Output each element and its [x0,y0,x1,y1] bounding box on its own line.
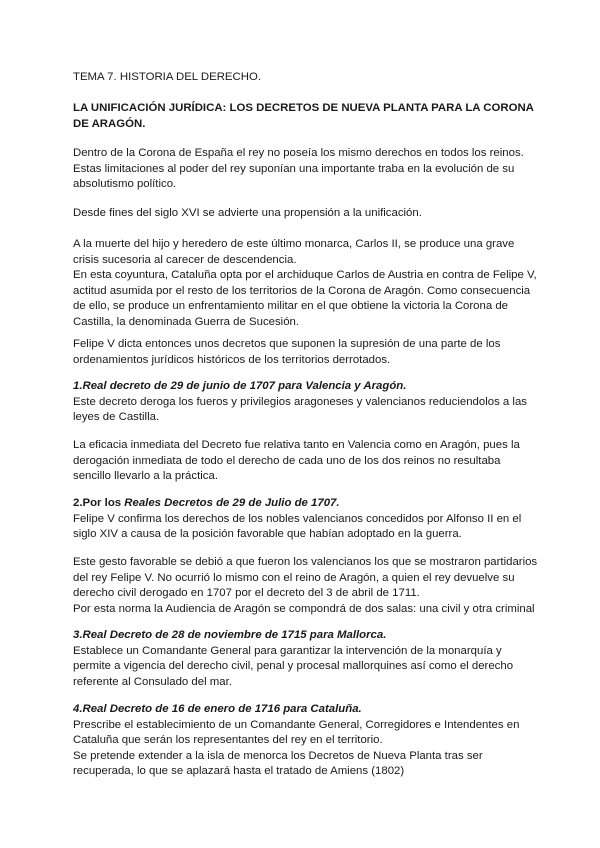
section-2 [73,496,533,543]
text-line: referente al Consulado del mar. [73,675,232,688]
text-line: sencillo llevarlo a la práctica. [73,470,218,483]
text-line: del rey Felipe V. No ocurrió lo mismo con el reino de Aragón, a quien el rey devuelve su [73,571,515,584]
text-line: Este gesto favorable se debió a que fueron los valencianos los que se mostraron partidarios [73,556,538,568]
intro-paragraph-2 [73,206,533,222]
title-line: DE ARAGÓN. [73,117,146,130]
text-line: ordenamientos jurídicos históricos de los territorios derrotados. [73,353,391,366]
document-topic [73,70,533,86]
section-2-heading-prefix: 2.Por los [73,497,125,509]
text-line: Castilla, la denominada Guerra de Sucesión. [73,315,300,328]
section-4 [73,702,533,780]
section-2-heading-rest: Reales Decretos de 29 de Julio de 1707. [124,497,340,509]
text-line: de ello, se produce un enfrentamiento militar en el que obtiene la victoria la Corona de [73,300,509,313]
text-line: absolutismo político. [73,178,177,191]
text-line: recuperada, lo que se aplazará hasta el tratado de Amiens (1802) [73,765,405,778]
text-line: Establece un Comandante General para garantizar la intervención de la monarquía y [73,644,502,657]
section-1 [73,379,533,426]
section-1-paragraph-2 [73,438,533,485]
text-line: Se pretende extender a la isla de menorca los Decretos de Nueva Planta tras ser [73,749,483,762]
text-line: Dentro de la Corona de España el rey no poseía los mismo derechos en todos los reinos. [73,147,524,159]
text-line: permite a vigencia del derecho civil, penal y procesal mallorquines así como el derecho [73,660,514,673]
text-line: Este decreto deroga los fueros y privilegios aragoneses y valencianos reduciendolos a las [73,395,527,408]
intro-paragraph-3 [73,237,537,331]
section-2-heading [73,496,533,512]
text-line: Felipe V dicta entonces unos decretos que suponen la supresión de una parte de los [73,338,501,350]
title-line: LA UNIFICACIÓN JURÍDICA: LOS DECRETOS DE NUEVA PLANTA PARA LA CORONA [73,102,534,114]
section-4-heading: 4.Real Decreto de 16 de enero de 1716 para Cataluña. [73,703,362,715]
text-line: Desde fines del siglo XVI se advierte una propensión a la unificación. [73,207,422,219]
section-1-heading: 1.Real decreto de 29 de junio de 1707 para Valencia y Aragón. [73,380,407,392]
section-3 [73,628,533,690]
text-line: leyes de Castilla. [73,411,160,424]
intro-paragraph-1 [73,146,533,193]
text-line: Por esta norma la Audiencia de Aragón se compondrá de dos salas: una civil y otra criminal [73,602,535,615]
text-line: A la muerte del hijo y heredero de este último monarca, Carlos II, se produce una grave [73,238,515,250]
document-title [73,101,533,132]
text-line: En esta coyuntura, Cataluña opta por el archiduque Carlos de Austria en contra de Felipe V, [73,269,537,282]
section-2-paragraph-2 [73,555,538,617]
text-line: crisis sucesoria al carecer de descendencia. [73,253,297,266]
text-line: actitud asumida por el resto de los territorios de la Corona de Aragón. Como consecuencia [73,284,531,297]
text-line: La eficacia inmediata del Decreto fue relativa tanto en Valencia como en Aragón, pues la [73,439,520,451]
section-3-heading: 3.Real Decreto de 28 de noviembre de 1715 para Mallorca. [73,629,387,641]
text-line: Felipe V confirma los derechos de los nobles valencianos concedidos por Alfonso II en el [73,512,522,525]
text-line: Cataluña que serán los representantes del rey en el territorio. [73,734,383,747]
text-line: siglo XIV a causa de la posición favorable que habían adoptado en la guerra. [73,528,462,541]
text-line: Prescribe el establecimiento de un Comandante General, Corregidores e Intendentes en [73,718,520,731]
text-line: derecho civil derogado en 1707 por el decreto del 3 de abril de 1711. [73,587,420,600]
topic-line: TEMA 7. HISTORIA DEL DERECHO. [73,71,261,83]
text-line: Estas limitaciones al poder del rey suponían una importante traba en la evolución de su [73,162,515,175]
text-line: derogación inmediata de todo el derecho de cada uno de los dos reinos no resultaba [73,454,501,467]
intro-paragraph-4 [73,337,533,368]
